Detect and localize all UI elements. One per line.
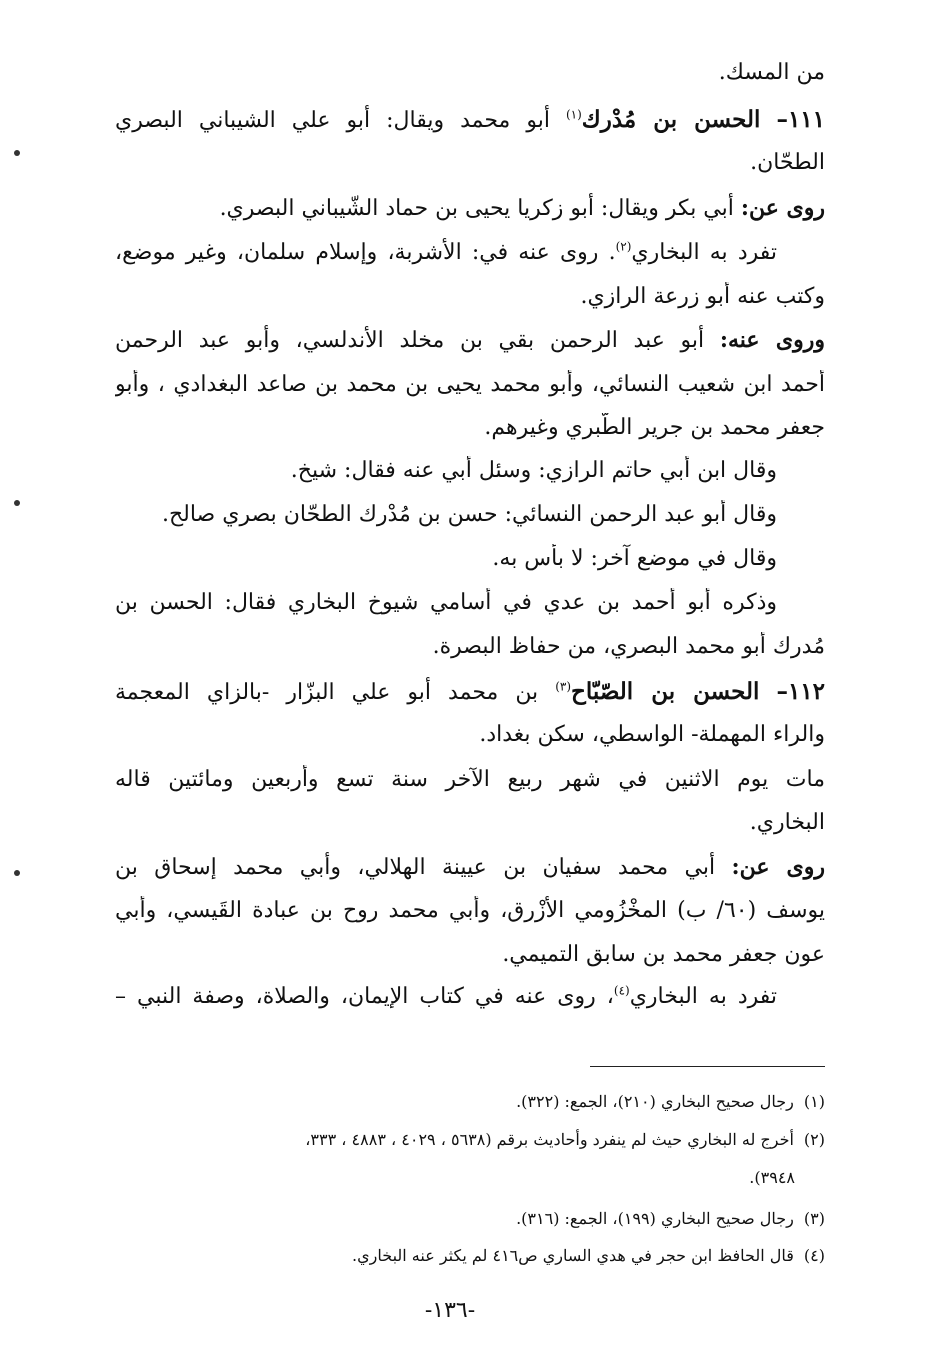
footnote — [115, 1244, 825, 1268]
footnote-number: (١) — [803, 1092, 825, 1111]
line-text: وقال ابن أبي حاتم الرازي: وسئل أبي عنه فقال: شيخ. — [290, 458, 777, 483]
entry-heading-111 — [115, 105, 825, 136]
entry-heading-112 — [115, 677, 825, 708]
text-line — [115, 500, 777, 530]
line-text: عون جعفر محمد بن سابق التميمي. — [502, 942, 825, 967]
footnote-text: أخرج له البخاري حيث لم ينفرد وأحاديث برقم (٥٦٣٨ ، ٤٠٢٩ ، ٤٨٨٣ ، ٣٣٣، — [305, 1130, 794, 1149]
footnote-ref: (٣) — [555, 679, 572, 694]
text-line — [115, 982, 777, 1012]
text-line — [115, 632, 825, 662]
footnote-continuation — [115, 1166, 795, 1190]
entry-number: ١١١– — [776, 106, 825, 133]
text-line — [115, 544, 777, 574]
line-text: جعفر محمد بن جرير الطّبري وغيرهم. — [484, 415, 825, 440]
text-line — [115, 148, 825, 178]
footnote-number: (٢) — [803, 1130, 825, 1149]
narrated-from-line — [115, 193, 825, 224]
footnote-number: (٤) — [803, 1246, 825, 1265]
entry-name: الحسن بن مُدْرك — [581, 106, 761, 133]
line-text: والراء المهملة- الواسطي، سكن بغداد. — [479, 722, 825, 747]
line-text: وقال أبو عبد الرحمن النسائي: حسن بن مُدْرك الطحّان بصري صالح. — [161, 502, 777, 527]
line-text: ، روى عنه في كتاب الإيمان، والصلاة، وصفة النبي – — [115, 984, 614, 1009]
entry-name: الحسن بن الصّبّاح — [571, 678, 760, 705]
line-text: مات يوم الاثنين في شهر ربيع الآخر سنة تسع وأربعين ومائتين قاله — [115, 767, 825, 792]
footnote — [115, 1090, 825, 1114]
footnote — [115, 1128, 825, 1152]
entry-number: ١١٢– — [776, 678, 825, 705]
footnote-ref: (٢) — [615, 239, 632, 254]
text-line — [115, 896, 825, 926]
text-line — [115, 765, 825, 795]
line-text: أبو محمد ويقال: أبو علي الشيباني البصري — [115, 108, 566, 133]
keyword-label: روى عن: — [731, 854, 825, 880]
scan-margin-mark — [14, 500, 20, 506]
narrated-from-line — [115, 852, 825, 883]
line-text: أبي محمد سفيان بن عيينة الهلالي، وأبي محمد إسحاق بن — [115, 855, 732, 880]
footnote-ref: (٤) — [613, 983, 630, 998]
text-line — [115, 720, 825, 750]
line-text: وذكره أبو أحمد بن عدي في أسامي شيوخ البخاري فقال: الحسن بن — [115, 590, 777, 615]
line-text: يوسف (٦٠/ ب) المخْزُومي الأزْرق، وأبي محمد روح بن عبادة القَيسي، وأبي — [115, 898, 825, 923]
line-text: أحمد ابن شعيب النسائي، وأبو محمد يحيى بن محمد بن صاعد البغدادي ، وأبو — [115, 372, 825, 397]
text-line — [115, 413, 825, 443]
footnote — [115, 1207, 825, 1231]
text-line — [115, 940, 825, 970]
keyword-label: وروى عنه: — [719, 327, 825, 353]
footnote-text: ٣٩٤٨). — [749, 1168, 795, 1187]
line-text: من المسك. — [718, 60, 825, 85]
line-text: وقال في موضع آخر: لا بأس به. — [492, 546, 777, 571]
scan-margin-mark — [14, 870, 20, 876]
scan-margin-mark — [14, 150, 20, 156]
footnote-separator — [590, 1066, 825, 1067]
keyword-label: روى عن: — [740, 195, 825, 221]
text-line — [115, 808, 825, 838]
text-line — [115, 282, 825, 312]
line-text: البخاري. — [749, 810, 825, 835]
text-line — [115, 238, 777, 268]
line-text: أبي بكر ويقال: أبو زكريا يحيى بن حماد الشّيباني البصري. — [219, 196, 741, 221]
line-text: الطحّان. — [750, 150, 825, 175]
text-line — [115, 370, 825, 400]
footnote-text: رجال صحيح البخاري (١٩٩)، الجمع: (٣١٦). — [516, 1209, 794, 1228]
narrated-by-line — [115, 325, 825, 356]
line-text: . روى عنه في: الأشربة، وإسلام سلمان، وغير موضع، — [115, 240, 616, 265]
line-text: تفرد به البخاري — [629, 984, 777, 1009]
footnote-text: رجال صحيح البخاري (٢١٠)، الجمع: (٣٢٢). — [516, 1092, 794, 1111]
footnote-text: قال الحافظ ابن حجر في هدي الساري ص٤١٦ لم يكثر عنه البخاري. — [352, 1246, 794, 1265]
footnote-number: (٣) — [803, 1209, 825, 1228]
line-text: وكتب عنه أبو زرعة الرازي. — [580, 284, 825, 309]
page-number: -١٣٦- — [424, 1298, 476, 1323]
text-line — [115, 588, 777, 618]
line-text: تفرد به البخاري — [631, 240, 777, 265]
line-text: بن محمد أبو علي البزّار -بالزاي المعجمة — [115, 680, 556, 705]
line-text: مُدرك أبو محمد البصري، من حفاظ البصرة. — [432, 634, 825, 659]
text-line — [115, 58, 825, 88]
line-text: أبو عبد الرحمن بقي بن مخلد الأندلسي، وأبو عبد الرحمن — [115, 328, 720, 353]
footnote-ref: (١) — [565, 107, 582, 122]
text-line — [115, 456, 777, 486]
